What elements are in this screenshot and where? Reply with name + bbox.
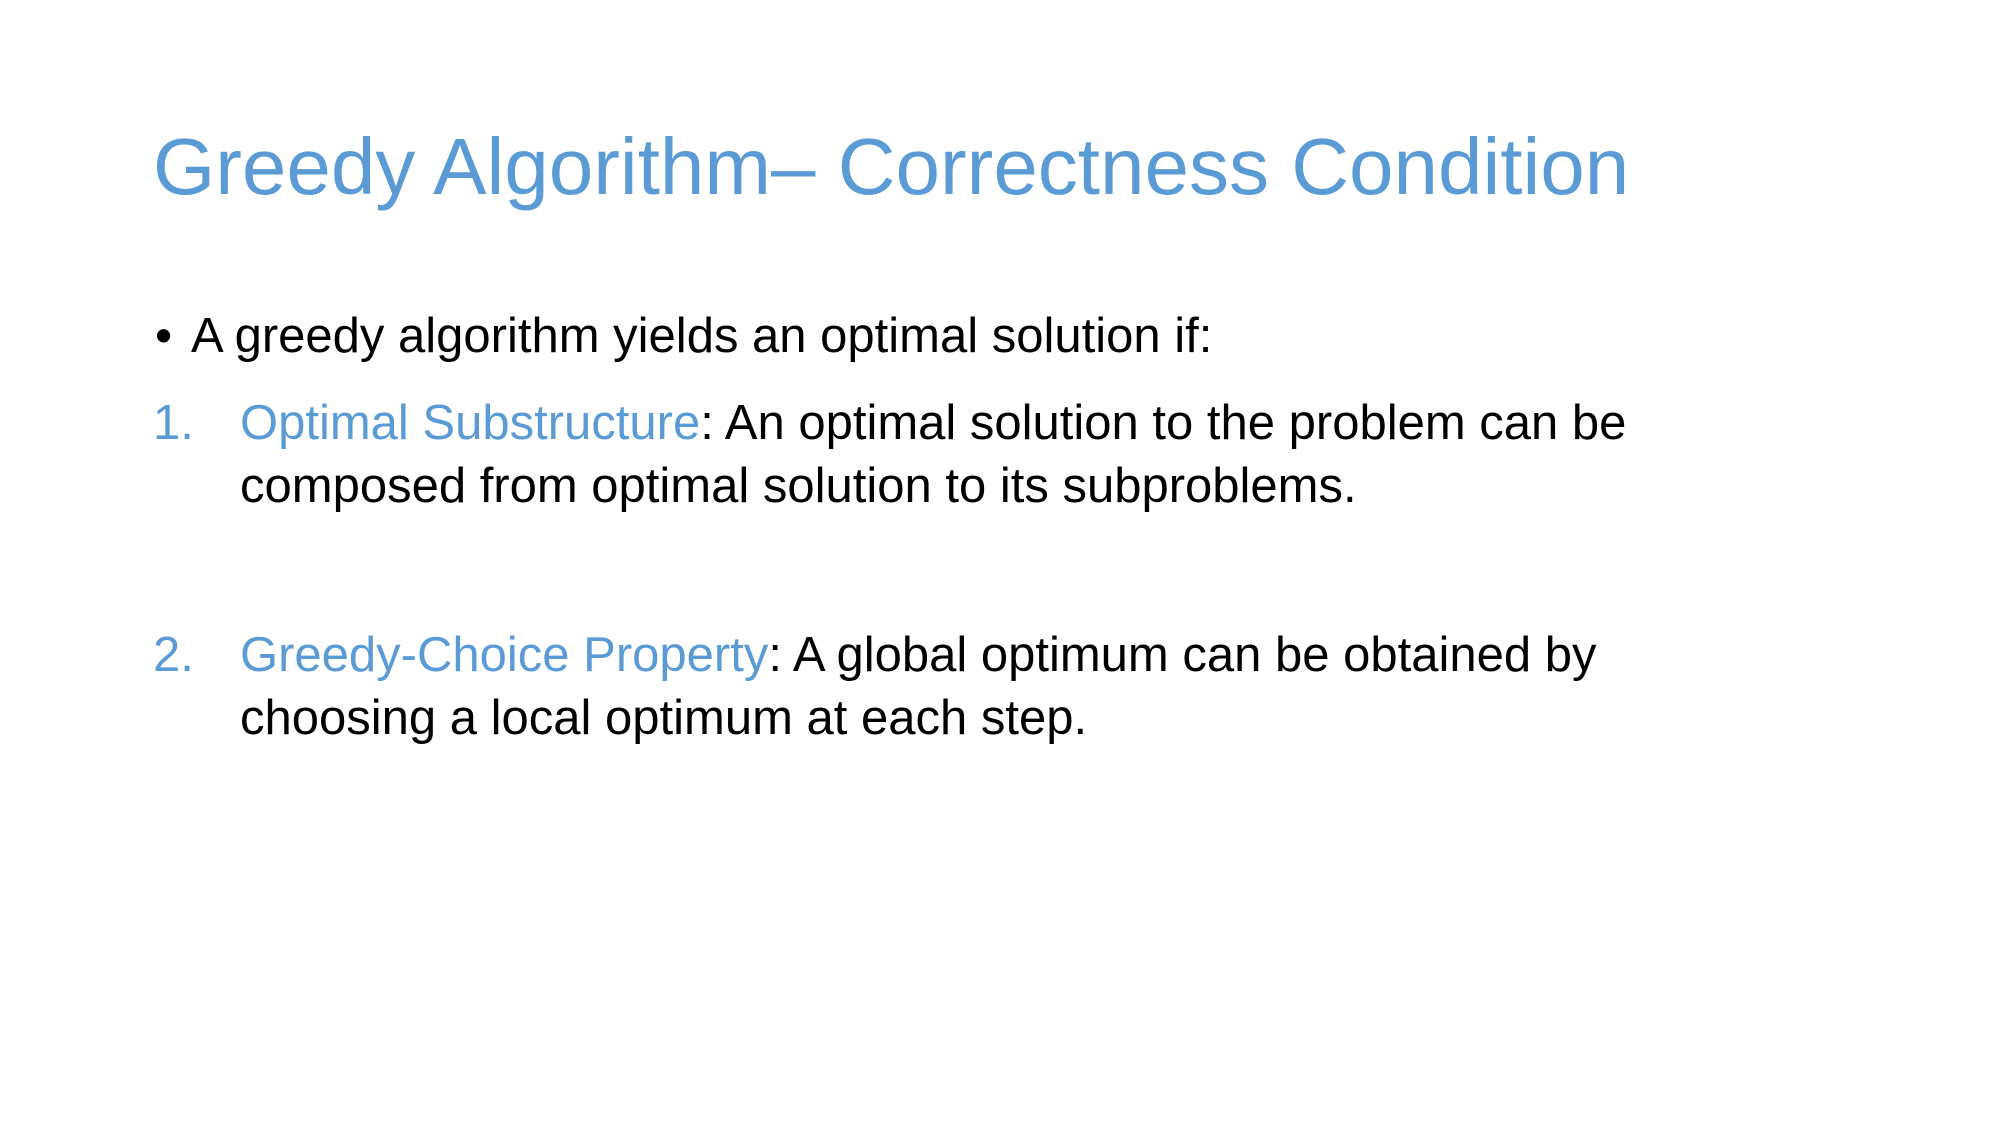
definition-line-2: choosing a local optimum at each step. <box>240 691 1088 745</box>
term-separator: : <box>768 628 782 682</box>
bullet-marker: • <box>155 309 173 363</box>
term-optimal-substructure: Optimal Substructure <box>240 396 701 450</box>
definition-line-2: composed from optimal solution to its subproblems. <box>240 459 1357 513</box>
term-separator: : <box>700 396 714 450</box>
list-item-number: 1. <box>153 396 194 450</box>
list-item-number: 2. <box>153 628 194 682</box>
intro-bullet <box>155 305 1212 367</box>
slide-title: Greedy Algorithm– Correctness Condition <box>153 122 1630 211</box>
list-item-line <box>240 624 1960 687</box>
term-greedy-choice-property: Greedy-Choice Property <box>240 628 769 682</box>
intro-bullet-text: A greedy algorithm yields an optimal solution if: <box>191 309 1213 363</box>
list-item-body <box>240 624 1960 750</box>
list-item-line <box>240 392 1960 455</box>
list-item-body <box>240 392 1960 518</box>
definition-line-1: A global optimum can be obtained by <box>781 628 1597 682</box>
definition-line-1: An optimal solution to the problem can be <box>713 396 1627 450</box>
